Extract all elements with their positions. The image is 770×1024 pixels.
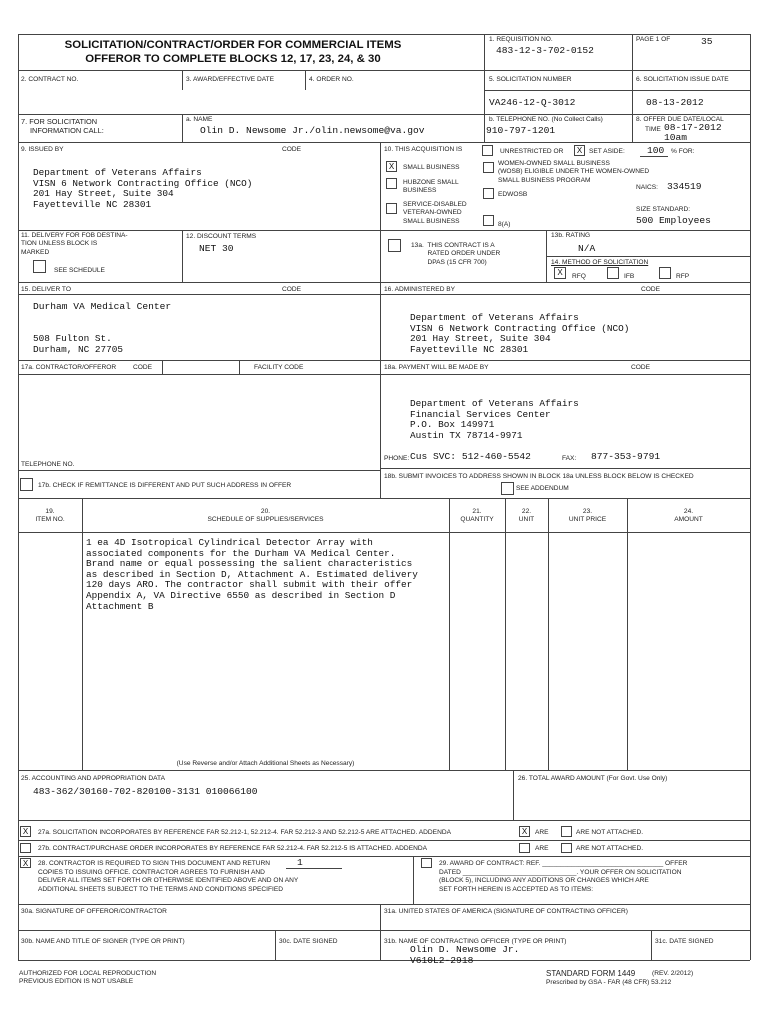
- payment-by-label: 18a. PAYMENT WILL BE MADE BY: [384, 364, 489, 371]
- issue-date-label: 6. SOLICITATION ISSUE DATE: [636, 76, 729, 83]
- administered-by-code-label: CODE: [641, 286, 661, 293]
- are-not-attached-checkbox[interactable]: [561, 826, 572, 837]
- clause-28-text: 28. CONTRACTOR IS REQUIRED TO SIGN THIS DOCUMENT AND RETURN: [38, 860, 271, 867]
- requisition-value[interactable]: 483-12-3-702-0152: [496, 45, 594, 56]
- percent-for-label: % FOR:: [671, 148, 695, 155]
- offer-due-time[interactable]: 10am: [664, 132, 688, 143]
- issued-by-code-label: CODE: [282, 146, 302, 153]
- small-business-label: SMALL BUSINESS: [403, 164, 460, 171]
- discount-terms-label: 12. DISCOUNT TERMS: [186, 233, 257, 240]
- deliver-to-label: 15. DELIVER TO: [21, 286, 71, 293]
- prescribed-by: Prescribed by GSA - FAR (48 CFR) 53.212: [546, 979, 672, 986]
- payment-phone-label: PHONE:: [384, 455, 410, 462]
- remittance-checkbox[interactable]: [20, 478, 33, 491]
- fob-delivery-label: 11. DELIVERY FOR FOB DESTINA- TION UNLESS BLOCK IS MARKED: [21, 232, 128, 256]
- for-solicitation-label: 7. FOR SOLICITATION: [21, 117, 98, 126]
- col-unit-price: 23. UNIT PRICE: [568, 508, 607, 524]
- schedule-footnote: (Use Reverse and/or Attach Additional Sheets as Necessary): [176, 760, 355, 767]
- small-business-checkbox[interactable]: X: [386, 161, 397, 172]
- information-call-label: INFORMATION CALL:: [30, 126, 104, 135]
- issued-by-address: Department of Veterans Affairs VISN 6 Network Contracting Office (NCO) 201 Hay Street, Suite 304 Fayetteville NC 28301: [33, 167, 253, 210]
- order-no-label: 4. ORDER NO.: [309, 76, 354, 83]
- payment-code-label: CODE: [631, 364, 651, 371]
- facility-code-label: FACILITY CODE: [254, 364, 304, 371]
- contractor-code-field[interactable]: [162, 360, 240, 374]
- are-attached-27b-label: ARE: [535, 845, 549, 852]
- administered-by-address: Department of Veterans Affairs VISN 6 Network Contracting Office (NCO) 201 Hay Street, Suite 304 Fayetteville NC 28301: [410, 312, 630, 355]
- clause-29-checkbox[interactable]: [421, 858, 432, 868]
- requisition-label: 1. REQUISITION NO.: [489, 36, 553, 43]
- accounting-label: 25. ACCOUNTING AND APPROPRIATION DATA: [21, 775, 165, 782]
- eight-a-checkbox[interactable]: [483, 215, 494, 226]
- method-of-solicitation-label: 14. METHOD OF SOLICITATION: [551, 259, 649, 266]
- accounting-value: 483-362/30160-702-820100-3131 010066100: [33, 786, 258, 797]
- rfp-checkbox[interactable]: [659, 267, 671, 279]
- deliver-to-name: Durham VA Medical Center: [33, 301, 172, 312]
- clause-27a-text: 27a. SOLICITATION INCORPORATES BY REFERENCE FAR 52.212-1, 52.212-4. FAR 52.212-3 AND 52.212-5 ARE ATTACHED. ADDENDA: [38, 829, 451, 836]
- set-aside-label: SET ASIDE:: [589, 148, 625, 155]
- name-label: a. NAME: [186, 116, 213, 123]
- issued-by-label: 9. ISSUED BY: [21, 146, 64, 153]
- naics-value[interactable]: 334519: [667, 181, 702, 192]
- clause-28-copies[interactable]: 1: [297, 857, 303, 868]
- page-total: 35: [701, 36, 713, 47]
- payment-fax-label: FAX:: [562, 455, 577, 462]
- officer-code-value: V610L2-2918: [410, 955, 474, 966]
- payment-phone-value: Cus SVC: 512-460-5542: [410, 451, 531, 462]
- set-aside-percent[interactable]: 100: [647, 145, 665, 156]
- see-addendum-checkbox[interactable]: [501, 482, 514, 495]
- size-standard-label: SIZE STANDARD:: [636, 206, 691, 213]
- size-standard-value[interactable]: 500 Employees: [636, 215, 711, 226]
- are-not-attached-27b-checkbox[interactable]: [561, 843, 572, 853]
- remittance-label: 17b. CHECK IF REMITTANCE IS DIFFERENT AND PUT SUCH ADDRESS IN OFFER: [38, 482, 292, 489]
- are-attached-label: ARE: [535, 829, 549, 836]
- rfp-label: RFP: [676, 273, 690, 280]
- are-attached-27b-checkbox[interactable]: [519, 843, 530, 853]
- clause-28-rest: COPIES TO ISSUING OFFICE. CONTRACTOR AGREES TO FURNISH AND DELIVER ALL ITEMS SET FORTH OR OTHERWISE IDENTIFIED ABOVE AND ON ANY ADDITIONAL SHEETS SUBJECT TO THE TERMS AND CONDITIONS SPECIFIED: [38, 869, 299, 893]
- see-schedule-label: SEE SCHEDULE: [54, 267, 105, 274]
- schedule-description: 1 ea 4D Isotropical Cylindrical Detector Array with associated components for the Durham VA Medical Center. Brand name or equal possessing the salient characteristics as described in Section D, Attachment A. Estimated delivery 120 days ARO. The contractor shall submit with their offer Appendix A, VA Directive 6550 as described in Section D Attachment B: [86, 537, 418, 612]
- total-award-label: 26. TOTAL AWARD AMOUNT (For Govt. Use Only): [518, 775, 668, 782]
- telephone-label: b. TELEPHONE NO. (No Collect Calls): [489, 116, 603, 123]
- signature-offeror-label: 30a. SIGNATURE OF OFFEROR/CONTRACTOR: [21, 908, 167, 915]
- offer-due-date[interactable]: 08-17-2012: [664, 122, 722, 133]
- deliver-to-address: 508 Fulton St. Durham, NC 27705: [33, 333, 124, 355]
- rated-order-label: 13a. THIS CONTRACT IS A RATED ORDER UNDER DPAS (15 CFR 700): [411, 242, 501, 266]
- clause-27b-text: 27b. CONTRACT/PURCHASE ORDER INCORPORATES BY REFERENCE FAR 52.212-4. FAR 52.212-5 IS ATTACHED. ADDENDA: [38, 845, 428, 852]
- officer-name-label: 31b. NAME OF CONTRACTING OFFICER (TYPE OR PRINT): [384, 938, 567, 945]
- footer-reproduction-note: AUTHORIZED FOR LOCAL REPRODUCTION PREVIOUS EDITION IS NOT USABLE: [19, 970, 157, 986]
- wosb-label: WOMEN-OWNED SMALL BUSINESS (WOSB) ELIGIBLE UNDER THE WOMEN-OWNED SMALL BUSINESS PROGRAM: [498, 160, 650, 184]
- form-title: SOLICITATION/CONTRACT/ORDER FOR COMMERCIAL ITEMS: [64, 39, 402, 51]
- administered-by-label: 16. ADMINISTERED BY: [384, 286, 456, 293]
- signer-date-label: 30c. DATE SIGNED: [279, 938, 338, 945]
- time-label: TIME: [645, 126, 661, 133]
- col-schedule: 20. SCHEDULE OF SUPPLIES/SERVICES: [207, 508, 324, 524]
- set-aside-checkbox[interactable]: X: [574, 145, 585, 156]
- rating-label: 13b. RATING: [551, 232, 591, 239]
- discount-terms-value[interactable]: NET 30: [199, 243, 234, 254]
- edwosb-checkbox[interactable]: [483, 188, 494, 199]
- payment-address: Department of Veterans Affairs Financial Services Center P.O. Box 149971 Austin TX 78714-9971: [410, 398, 579, 441]
- wosb-checkbox[interactable]: [483, 162, 494, 173]
- clause-29-line1: 29. AWARD OF CONTRACT: REF. _________________________________ OFFER: [439, 860, 688, 867]
- col-amount: 24. AMOUNT: [674, 508, 703, 524]
- standard-form-number: STANDARD FORM 1449: [546, 969, 636, 978]
- solicitation-no-value[interactable]: VA246-12-Q-3012: [489, 97, 576, 108]
- form-subtitle: OFFEROR TO COMPLETE BLOCKS 12, 17, 23, 24, & 30: [85, 53, 381, 65]
- contractor-telephone-label: TELEPHONE NO.: [21, 461, 75, 468]
- form-revision: (REV. 2/2012): [652, 970, 694, 977]
- see-addendum-label: SEE ADDENDUM: [516, 485, 569, 492]
- rating-value[interactable]: N/A: [578, 243, 596, 254]
- issue-date-value[interactable]: 08-13-2012: [646, 97, 704, 108]
- submit-invoices-label: 18b. SUBMIT INVOICES TO ADDRESS SHOWN IN BLOCK 18a UNLESS BLOCK BELOW IS CHECKED: [384, 473, 694, 480]
- acquisition-label: 10. THIS ACQUISITION IS: [384, 146, 463, 153]
- ifb-label: IFB: [624, 273, 635, 280]
- rfq-label: RFQ: [572, 273, 586, 280]
- officer-date-label: 31c. DATE SIGNED: [655, 938, 714, 945]
- rfq-checkbox[interactable]: X: [554, 267, 566, 279]
- col-unit: 22. UNIT: [518, 508, 535, 524]
- contractor-label: 17a. CONTRACTOR/OFFEROR: [21, 364, 117, 371]
- hubzone-checkbox[interactable]: [386, 178, 397, 189]
- col-item-no: 19. ITEM NO.: [35, 508, 65, 524]
- ifb-checkbox[interactable]: [607, 267, 619, 279]
- deliver-to-code-label: CODE: [282, 286, 302, 293]
- contractor-code-label: CODE: [133, 364, 153, 371]
- hubzone-label: HUBZONE SMALL BUSINESS: [403, 179, 459, 195]
- clause-29-rest: DATED _______________________________. YOUR OFFER ON SOLICITATION (BLOCK 5), INCLUDING ANY ADDITIONS OR CHANGES WHICH ARE SET FORTH HEREIN IS ACCEPTED AS TO ITEMS:: [439, 869, 682, 893]
- sdvosb-label: SERVICE-DISABLED VETERAN-OWNED SMALL BUSINESS: [403, 201, 467, 225]
- eight-a-label: 8(A): [498, 221, 511, 228]
- clause-27b-checkbox[interactable]: [20, 843, 31, 853]
- col-quantity: 21. QUANTITY: [460, 508, 494, 524]
- are-not-attached-27b-label: ARE NOT ATTACHED.: [576, 845, 644, 852]
- sdvosb-checkbox[interactable]: [386, 203, 397, 214]
- officer-name-value: Olin D. Newsome Jr.: [410, 944, 520, 955]
- contact-name-value[interactable]: Olin D. Newsome Jr./olin.newsome@va.gov: [200, 125, 425, 136]
- are-not-attached-label: ARE NOT ATTACHED.: [576, 829, 644, 836]
- award-date-label: 3. AWARD/EFFECTIVE DATE: [186, 76, 275, 83]
- edwosb-label: EDWOSB: [498, 191, 528, 198]
- clause-28-checkbox[interactable]: X: [20, 858, 31, 868]
- unrestricted-label: UNRESTRICTED OR: [500, 148, 564, 155]
- unrestricted-checkbox[interactable]: [482, 145, 493, 156]
- solicitation-no-label: 5. SOLICITATION NUMBER: [489, 76, 572, 83]
- contract-no-label: 2. CONTRACT NO.: [21, 76, 79, 83]
- rated-order-checkbox[interactable]: [388, 239, 401, 252]
- naics-label: NAICS:: [636, 184, 658, 191]
- offer-due-label: 8. OFFER DUE DATE/LOCAL: [636, 116, 724, 123]
- signature-officer-label: 31a. UNITED STATES OF AMERICA (SIGNATURE OF CONTRACTING OFFICER): [384, 908, 628, 915]
- are-attached-checkbox[interactable]: X: [519, 826, 530, 837]
- page-label: PAGE 1 OF: [636, 36, 671, 43]
- signer-name-label: 30b. NAME AND TITLE OF SIGNER (TYPE OR PRINT): [21, 938, 185, 945]
- see-schedule-checkbox[interactable]: [33, 260, 46, 273]
- telephone-value[interactable]: 910-797-1201: [486, 125, 556, 136]
- payment-fax-value: 877-353-9791: [591, 451, 661, 462]
- clause-27a-checkbox[interactable]: X: [20, 826, 31, 837]
